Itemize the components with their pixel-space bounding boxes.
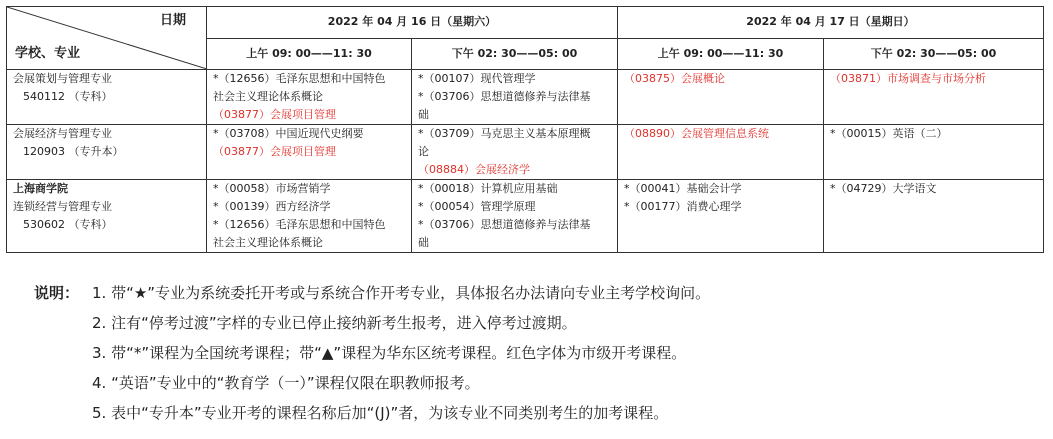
course-line: （03875）会展概论 bbox=[624, 72, 725, 85]
course-line: 础 bbox=[418, 108, 429, 121]
course-cell bbox=[412, 125, 618, 180]
course-line: *（00107）现代管理学 bbox=[418, 72, 536, 85]
table-row bbox=[7, 70, 1044, 125]
course-cell bbox=[824, 125, 1044, 180]
course-cell bbox=[207, 125, 412, 180]
note-item bbox=[34, 308, 710, 338]
date-label: 日期 bbox=[159, 13, 186, 28]
course-line: *（00058）市场营销学 bbox=[213, 182, 331, 195]
course-line: *（00054）管理学原理 bbox=[418, 200, 536, 213]
note-item bbox=[34, 398, 710, 428]
course-line: *（03709）马克思主义基本原理概 bbox=[418, 127, 591, 140]
course-line: 础 bbox=[418, 236, 429, 249]
course-line: *（12656）毛泽东思想和中国特色 bbox=[213, 218, 386, 231]
major-code: 530602 （专科） bbox=[23, 218, 113, 231]
school-name: 上海商学院 bbox=[13, 182, 68, 195]
note-text: 4. “英语”专业中的“教育学（一）”课程仅限在职教师报考。 bbox=[92, 374, 480, 392]
session-header-3: 下午 02: 30——05: 00 bbox=[824, 38, 1044, 70]
major-cell bbox=[7, 70, 207, 125]
date-header-0: 2022 年 04 月 16 日（星期六） bbox=[207, 7, 618, 39]
major-code: 540112 （专科） bbox=[23, 90, 113, 103]
course-line: *（03706）思想道德修养与法律基 bbox=[418, 90, 591, 103]
course-line: *（00015）英语（二） bbox=[830, 127, 948, 140]
note-text: 2. 注有“停考过渡”字样的专业已停止接纳新考生报考，进入停考过渡期。 bbox=[92, 314, 577, 332]
course-cell bbox=[618, 70, 824, 125]
course-line: （08884）会展经济学 bbox=[418, 163, 530, 176]
course-cell bbox=[824, 180, 1044, 253]
course-line: *（03708）中国近现代史纲要 bbox=[213, 127, 364, 140]
major-cell bbox=[7, 125, 207, 180]
session-header-0: 上午 09: 00——11: 30 bbox=[207, 38, 412, 70]
course-line: 社会主义理论体系概论 bbox=[213, 236, 323, 249]
date-header-1: 2022 年 04 月 17 日（星期日） bbox=[618, 7, 1044, 39]
notes-section bbox=[34, 278, 710, 428]
course-line: *（04729）大学语文 bbox=[830, 182, 937, 195]
note-item bbox=[34, 338, 710, 368]
course-line: （03871）市场调查与市场分析 bbox=[830, 72, 986, 85]
course-cell bbox=[618, 180, 824, 253]
major-code: 120903 （专升本） bbox=[23, 145, 124, 158]
course-line: （08890）会展管理信息系统 bbox=[624, 127, 769, 140]
course-line: 社会主义理论体系概论 bbox=[213, 90, 323, 103]
exam-schedule-table bbox=[6, 6, 1044, 253]
course-line: *（00139）西方经济学 bbox=[213, 200, 331, 213]
note-text: 5. 表中“专升本”专业开考的课程名称后加“(J)”者，为该专业不同类别考生的加考课程。 bbox=[92, 404, 669, 422]
table-row bbox=[7, 180, 1044, 253]
session-header-2: 上午 09: 00——11: 30 bbox=[618, 38, 824, 70]
course-cell bbox=[618, 125, 824, 180]
note-text: 3. 带“*”课程为全国统考课程；带“▲”课程为华东区统考课程。红色字体为市级开考课程。 bbox=[92, 344, 687, 362]
course-line: （03877）会展项目管理 bbox=[213, 108, 336, 121]
major-label: 学校、专业 bbox=[15, 46, 81, 61]
course-line: *（00177）消费心理学 bbox=[624, 200, 742, 213]
course-line: *（00041）基础会计学 bbox=[624, 182, 742, 195]
course-line: *（12656）毛泽东思想和中国特色 bbox=[213, 72, 386, 85]
note-text: 1. 带“★”专业为系统委托开考或与系统合作开考专业，具体报名办法请向专业主考学校询问。 bbox=[92, 284, 711, 302]
session-header-1: 下午 02: 30——05: 00 bbox=[412, 38, 618, 70]
note-item bbox=[34, 368, 710, 398]
major-name: 连锁经营与管理专业 bbox=[13, 200, 112, 213]
major-name: 会展策划与管理专业 bbox=[13, 72, 112, 85]
major-cell bbox=[7, 180, 207, 253]
course-cell bbox=[412, 70, 618, 125]
course-line: *（00018）计算机应用基础 bbox=[418, 182, 558, 195]
major-name: 会展经济与管理专业 bbox=[13, 127, 112, 140]
notes-label: 说明： bbox=[34, 284, 80, 302]
course-cell bbox=[207, 180, 412, 253]
note-item bbox=[34, 278, 710, 308]
course-cell bbox=[412, 180, 618, 253]
course-cell bbox=[824, 70, 1044, 125]
course-line: （03877）会展项目管理 bbox=[213, 145, 336, 158]
diagonal-header-cell bbox=[7, 7, 207, 70]
course-cell bbox=[207, 70, 412, 125]
table-row bbox=[7, 125, 1044, 180]
course-line: 论 bbox=[418, 145, 429, 158]
course-line: *（03706）思想道德修养与法律基 bbox=[418, 218, 591, 231]
